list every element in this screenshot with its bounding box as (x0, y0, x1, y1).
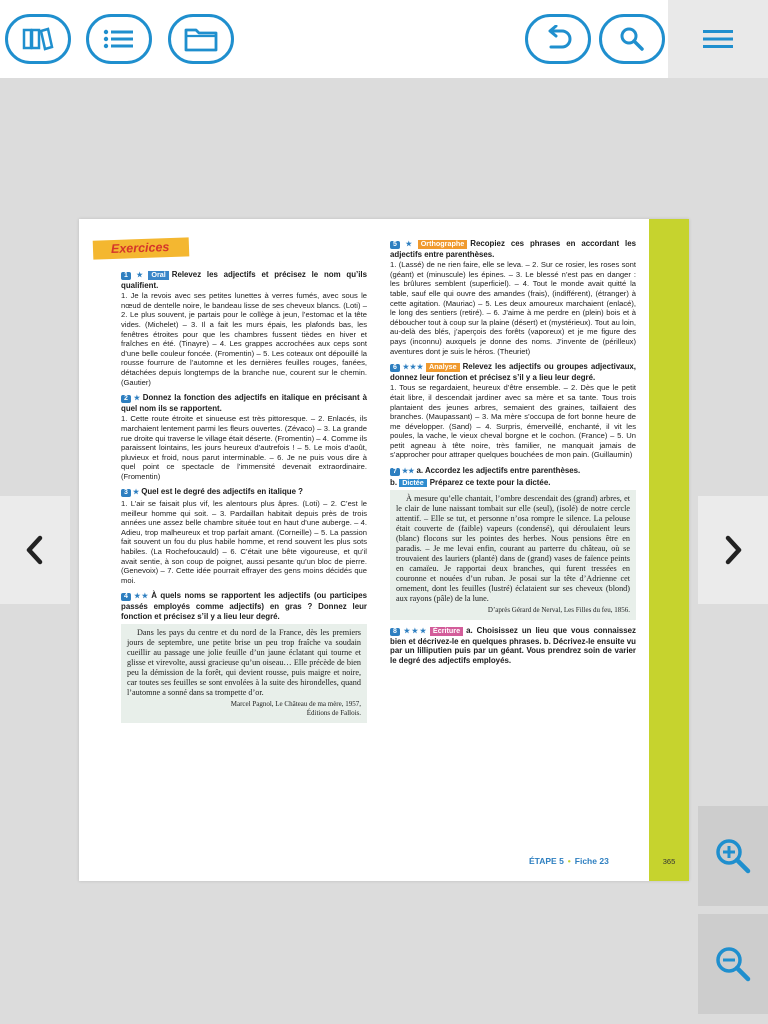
exercise-number: 4 (121, 593, 131, 601)
exercise-4 (121, 591, 367, 723)
search-button[interactable] (599, 14, 665, 64)
difficulty-stars: ★ (132, 272, 147, 279)
exercices-banner: Exercices (93, 237, 190, 259)
exercise-2-text: 1. Cette route étroite et sinueuse est très pittoresque. – 2. Enlacés, ils marchaient lentement parmi les fleurs ouvertes. (Zévaco) – 3. La grande rue droite qui traverse le village était déserte. (Fromentin) – 4. Comme ils paraissent lointains, les jours heureux d’autrefois ! – 5. Le mois d’août, pluvieux et froid, nous parut interminable. – 6. Je ne puis vous dire à quel point ce spectacle de l’immensité devenait extraordinaire. (Fromentin) (121, 414, 367, 481)
left-column (110, 239, 367, 729)
folder-icon (183, 25, 219, 53)
folder-button[interactable] (168, 14, 234, 64)
exercise-number: 7 (390, 468, 400, 476)
exercise-number: 1 (121, 272, 131, 280)
top-toolbar (0, 0, 768, 78)
exercise-1-instruction: 1 ★ Oral Relevez les adjectifs et précisez le nom qu’ils qualifient. (121, 270, 367, 290)
library-button[interactable] (5, 14, 71, 64)
exercise-3-instruction: 3 ★ Quel est le degré des adjectifs en italique ? (121, 487, 367, 498)
orthographe-tag: Orthographe (418, 240, 468, 249)
etape-label: ÉTAPE 5 (529, 856, 564, 866)
chevron-right-icon (721, 535, 745, 565)
exercise-number: 6 (390, 364, 400, 372)
passage-source: Marcel Pagnol, Le Château de ma mère, 1957, Éditions de Fallois. (230, 700, 361, 718)
zoom-out-button[interactable] (698, 914, 768, 1014)
difficulty-stars: ★★★ (401, 364, 425, 372)
exercise-1-text: 1. Je la revois avec ses petites lunettes à verres fumés, avec sous le nœud de dentelle noire, le bandeau lisse de ses cheveux blancs. (Loti) – 2. Le plus souvent, je partais pour le collège à jeun, l’estomac et la tête vides. (Michelet) – 3. Il a fait les murs épais, les plafonds bas, les fenêtres étroites pour que les chambres fussent tièdes en hiver et fraîches en été. (Tinayre) – 4. Les grappes accrochées aux ceps sont d’une belle couleur foncée. (Fromentin) – 5. Les coteaux ont dépouillé la rousse fourrure de l’automne et les dernières feuilles rouges, fanées, détachées depuis longtemps de la branche nue, courent sur le chemin. (Gautier) (121, 291, 367, 387)
passage-source: D’après Gérard de Nerval, Les Filles du feu, 1856. (487, 606, 630, 615)
exercise-7-instruction-a: 7 ★★ a. Accordez les adjectifs entre parenthèses. (390, 466, 636, 477)
previous-page-button[interactable] (0, 496, 70, 604)
exercise-4-passage: Dans les pays du centre et du nord de la France, dès les premiers jours de septembre, une petite brise un peu trop fraîche va soudain cueillir au passage une jolie feuille d’un jaune éclatant qui tourne et glisse et virevolte, aussi gracieuse qu’un oiseau… Elle précède de bien peu la démission de la forêt, qui devient rousse, puis maigre et noire, car toutes ses feuilles se sont envolées à la suite des hirondelles, quand l’automne a sonné dans sa trompette d’or. Marcel Pagnol, Le Château de ma mère, 1957, Éditions de Fallois. (121, 624, 367, 723)
exercise-7-passage: À mesure qu’elle chantait, l’ombre descendait des (grand) arbres, et le clair de lune naissant tombait sur elle (seul), (isolé) de notre cercle attentif. – Elle se tut, et personne n’osa rompre le silence. La pelouse était couverte de (faible) vapeurs (condensé), qui déroulaient leurs (blanc) flocons sur les pointes des herbes. Nous pensions être en paradis. – Je me levai enfin, courant au parterre du château, où se trouvaient des lauriers (planté) dans de (grand) vases de faïence peints en camaïeu. Je rapportai deux branches, qui furent tressées en couronne et nouées d’un ruban. Je posai sur la tête d’Adrienne cet ornement, dont les feuilles (lustré) éclataient sur ses cheveux (blond) aux rayons (pâle) de la lune. D’après Gérard de Nerval, Les Filles du feu, 1856. (390, 490, 636, 620)
exercise-7 (390, 466, 636, 620)
exercise-3-text: 1. L’air se faisait plus vif, les alentours plus âpres. (Loti) – 2. C’est le meilleur homme qui soit. – 3. Pardaillan habitait depuis près de trois années une assez belle chambre située tout en haut d’une auberge. – 4. Adieu, trop malheureux et trop parfait amant. (Corneille) – 5. La passion fait souvent un fou du plus habile homme, et rend souvent les plus sots habiles. (La Rochefoucauld) – 6. C’était une bête vigoureuse, et qu’il avait sentie, à son coup de poignet, aussi pesante qu’un bloc de pierre. (Genevoix) – 7. Cette idée pourrait effrayer des gens moins décidés que moi. (121, 499, 367, 585)
ecriture-tag: Écriture (430, 627, 463, 636)
undo-button[interactable] (525, 14, 591, 64)
difficulty-stars: ★★ (132, 593, 150, 601)
zoom-out-icon (713, 944, 753, 984)
exercise-6-instruction: 6 ★★★ Analyse Relevez les adjectifs ou groupes adjectivaux, donnez leur fonction et précisez s’il y a lieu leur degré. (390, 362, 636, 382)
exercise-5 (390, 239, 636, 356)
page-footer: ÉTAPE 5 • Fiche 23 (529, 856, 609, 866)
next-page-button[interactable] (698, 496, 768, 604)
table-of-contents-button[interactable] (86, 14, 152, 64)
chevron-left-icon (23, 535, 47, 565)
library-books-icon (21, 26, 55, 52)
exercise-2-instruction: 2 ★ Donnez la fonction des adjectifs en italique en précisant à quel nom ils se rapportent. (121, 393, 367, 413)
exercise-2 (121, 393, 367, 481)
difficulty-stars: ★ (132, 489, 140, 497)
search-icon (618, 25, 646, 53)
book-page (79, 219, 689, 881)
exercise-number: 3 (121, 489, 131, 497)
main-menu-button[interactable] (668, 0, 768, 78)
difficulty-stars: ★★★ (401, 628, 428, 636)
oral-tag: Oral (148, 271, 168, 280)
exercise-number: 8 (390, 628, 400, 636)
exercise-3 (121, 487, 367, 585)
page-number: 365 (662, 857, 676, 866)
exercise-number: 2 (121, 395, 131, 403)
zoom-in-icon (713, 836, 753, 876)
difficulty-stars: ★ (132, 395, 141, 403)
analyse-tag: Analyse (426, 363, 460, 372)
exercise-number: 5 (390, 241, 400, 249)
difficulty-stars: ★★ (401, 468, 415, 476)
exercise-8-instruction: 8 ★★★ Écriture a. Choisissez un lieu que vous connaissez bien et décrivez-le en quelques phrases. b. Décrivez-le ensuite vu par un lilliputien puis par un géant. Vous prendrez soin de varier le degré des adjectifs employés. (390, 626, 636, 666)
right-column (390, 239, 636, 672)
zoom-in-button[interactable] (698, 806, 768, 906)
undo-arrow-icon (543, 25, 573, 53)
exercise-6 (390, 362, 636, 460)
exercise-7-instruction-b: b. Dictée Préparez ce texte pour la dictée. (390, 477, 551, 487)
fiche-label: Fiche 23 (574, 856, 609, 866)
list-icon (102, 27, 136, 51)
exercise-6-text: 1. Tous se regardaient, heureux d’être ensemble. – 2. Dès que le petit était libre, il descendait jardiner avec sa mère et sa tante. Tous trois plantaient des jeunes arbres, semaient des graines, taillaient des branches. (Maupassant) – 3. Ma mère s’occupa de fort bonne heure de me développer. (Sand) – 4. Surpris, émerveillé, enchanté, il vit les poules, la vache, le vieux cheval borgne et le cochon. (France) – 5. Un petit agneau à tête noire, très familier, ne manquait jamais de s’approcher pour attraper quelques bouchées de mon pain. (Guillaumin) (390, 383, 636, 460)
exercise-5-instruction: 5 ★ Orthographe Recopiez ces phrases en accordant les adjectifs entre parenthèses. (390, 239, 636, 259)
exercise-5-text: 1. (Lassé) de ne rien faire, elle se leva. – 2. Sur ce rosier, les roses sont (géant) et (minuscule) les épines. – 3. Le blessé n’est pas en danger : les brûlures semblent (superficiel). – 4. Tout le monde avait quitté la table, sauf elle qui ouvre des amandes (frais), (indifférent), (étranger) à cette agitation. (Mauriac) – 5. Les deux amoureux marchaient (enlacé), le long des sentiers (retiré). – 6. J’aime à me perdre en (plein) bois et à déboucher tout à coup sur la plaine (désert) et (mystérieux). Tout au loin, au-delà des blés, j’aperçois des forêts (vaporeux) et je me figure des pays (inconnu) auxquels je donne des noms. J’invente de (périlleux) aventures dont je suis le héros. (Theuriet) (390, 260, 636, 356)
exercise-4-instruction: 4 ★★ À quels noms se rapportent les adjectifs (ou participes passés employés comme adjectifs) en gras ? Donnez leur fonction et précisez s’il y a lieu leur degré. (121, 591, 367, 621)
page-color-band (649, 219, 689, 881)
difficulty-stars: ★ (401, 241, 416, 248)
exercise-1 (121, 270, 367, 387)
exercise-8 (390, 626, 636, 665)
hamburger-menu-icon (702, 28, 734, 50)
dictee-tag: Dictée (399, 479, 427, 488)
